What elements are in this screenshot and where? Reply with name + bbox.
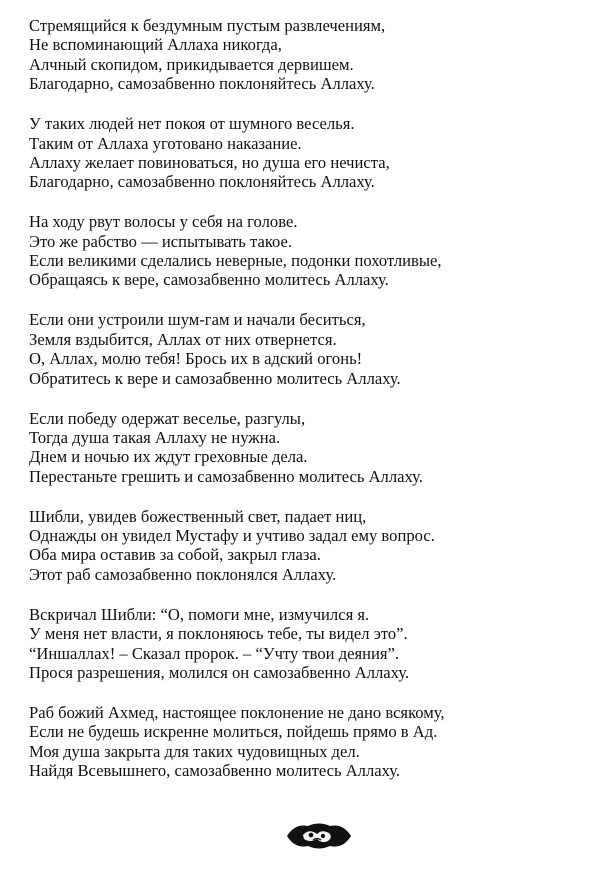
stanza-6 <box>29 507 589 585</box>
stanza-4 <box>29 310 589 388</box>
stanza-7 <box>29 605 589 683</box>
poem-line: Прося разрешения, молился он самозабвенно Аллаху. <box>29 662 410 682</box>
poem-line: Стремящийся к бездумным пустым развлечениям, <box>29 16 386 35</box>
poem-line: Таким от Аллаха уготовано наказание. <box>29 133 302 153</box>
floral-ornament-icon <box>286 820 352 852</box>
poem-line: Благодарно, самозабвенно поклоняйтесь Аллаху. <box>29 172 375 192</box>
poem-line: Моя душа закрыта для таких чудовищных дел. <box>29 741 360 761</box>
poem-line: Найдя Всевышнего, самозабвенно молитесь Аллаху. <box>29 761 401 781</box>
poem-line: Оба мира оставив за собой, закрыл глаза. <box>29 545 321 565</box>
poem-line: Аллаху желает повиноваться, но душа его нечиста, <box>29 152 390 172</box>
poem-line: “Иншаллах! – Сказал пророк. – “Учту твои деяния”. <box>29 643 400 663</box>
poem-line: На ходу рвут волосы у себя на голове. <box>29 212 298 232</box>
stanza-8 <box>29 703 589 781</box>
poem-line: Если победу одержат веселье, разгулы, <box>29 408 306 428</box>
stanza-1 <box>29 16 589 94</box>
poem-page <box>29 16 589 801</box>
poem-line: Тогда душа такая Аллаху не нужна. <box>29 427 281 447</box>
poem-line: Если не будешь искренне молиться, пойдешь прямо в Ад. <box>29 722 438 742</box>
poem-line: Если они устроили шум-гам и начали беситься, <box>29 310 366 330</box>
stanza-5 <box>29 409 589 487</box>
poem-line: О, Аллах, молю тебя! Брось их в адский огонь! <box>29 349 363 369</box>
poem-line: Алчный скопидом, прикидывается дервишем. <box>29 54 354 74</box>
poem-line: Этот раб самозабвенно поклонялся Аллаху. <box>29 564 337 584</box>
poem-line: У меня нет власти, я поклоняюсь тебе, ты видел это”. <box>29 624 408 644</box>
stanza-3 <box>29 212 589 290</box>
poem-line: Шибли, увидев божественный свет, падает ниц, <box>29 506 367 526</box>
poem-line: Перестаньте грешить и самозабвенно молитесь Аллаху. <box>29 466 423 486</box>
poem-line: У таких людей нет покоя от шумного веселья. <box>29 114 355 134</box>
poem-line: Раб божий Ахмед, настоящее поклонение не дано всякому, <box>29 702 445 722</box>
poem-line: Это же рабство — испытывать такое. <box>29 231 293 251</box>
poem-line: Вскричал Шибли: “О, помоги мне, измучился я. <box>29 604 370 624</box>
stanza-2 <box>29 114 589 192</box>
poem-line: Благодарно, самозабвенно поклоняйтесь Аллаху. <box>29 74 375 94</box>
poem-line: Однажды он увидел Мустафу и учтиво задал ему вопрос. <box>29 526 435 546</box>
poem-line: Если великими сделались неверные, подонки похотливые, <box>29 251 442 271</box>
poem-line: Днем и ночью их ждут греховные дела. <box>29 447 308 467</box>
poem-line: Земля вздыбится, Аллах от них отвернется. <box>29 329 337 349</box>
poem-line: Обратитесь к вере и самозабвенно молитесь Аллаху. <box>29 368 401 388</box>
poem-line: Обращаясь к вере, самозабвенно молитесь Аллаху. <box>29 270 389 290</box>
poem-line: Не вспоминающий Аллаха никогда, <box>29 35 282 55</box>
